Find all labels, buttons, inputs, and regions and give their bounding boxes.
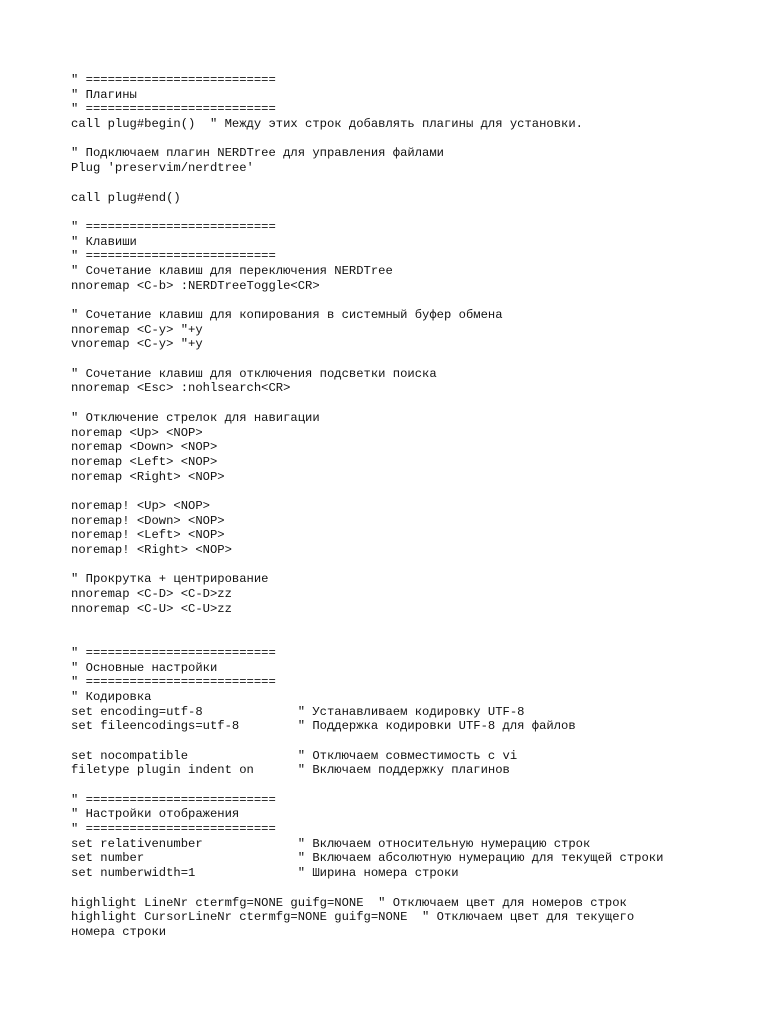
text-line: " ========================== xyxy=(71,219,276,234)
text-line: номера строки xyxy=(71,924,167,939)
text-line xyxy=(71,293,731,308)
text-line: " Сочетание клавиш для копирования в системный буфер обмена xyxy=(71,308,503,322)
text-line xyxy=(71,205,731,220)
text-line: " Плагины xyxy=(71,87,137,102)
text-line xyxy=(71,352,731,367)
text-line: set nocompatible " Отключаем совместимость с vi xyxy=(71,748,518,763)
text-line: noremap <Up> <NOP> xyxy=(71,425,203,440)
text-line: noremap <Left> <NOP> xyxy=(71,454,218,469)
text-line: noremap! <Down> <NOP> xyxy=(71,513,225,528)
text-line: set relativenumber " Включаем относительную нумерацию строк xyxy=(71,836,591,851)
text-line xyxy=(71,616,731,631)
text-line: set fileencodings=utf-8 " Поддержка кодировки UTF-8 для файлов xyxy=(71,719,576,734)
text-line xyxy=(71,778,731,793)
text-line: " ========================== xyxy=(71,822,276,837)
text-line: " Сочетание клавиш для переключения NERDTree xyxy=(71,263,393,278)
text-line: nnoremap <C-y> "+y xyxy=(71,322,203,337)
text-line: " Отключение стрелок для навигации xyxy=(71,410,320,425)
text-line xyxy=(71,396,731,411)
text-line: noremap <Right> <NOP> xyxy=(71,469,225,484)
text-line: " Сочетание клавиш для отключения подсветки поиска xyxy=(71,366,437,381)
text-line: " ========================== xyxy=(71,645,276,660)
text-line: highlight LineNr ctermfg=NONE guifg=NONE " Отключаем цвет для номеров строк xyxy=(71,895,627,910)
text-line: " ========================== xyxy=(71,102,276,117)
text-line: Plug 'preservim/nerdtree' xyxy=(71,161,254,176)
text-line: " ========================== xyxy=(71,675,276,690)
text-line: call plug#end() xyxy=(71,190,181,205)
text-line: call plug#begin() " Между этих строк добавлять плагины для установки. xyxy=(71,117,583,132)
text-line: highlight CursorLineNr ctermfg=NONE guifg=NONE " Отключаем цвет для текущего xyxy=(71,910,635,925)
text-line: set numberwidth=1 " Ширина номера строки xyxy=(71,866,459,881)
text-line: " ========================== xyxy=(71,249,276,264)
text-line: " Кодировка xyxy=(71,689,152,704)
text-line: noremap! <Left> <NOP> xyxy=(71,528,225,543)
text-line xyxy=(71,881,731,896)
text-line: " Подключаем плагин NERDTree для управления файлами xyxy=(71,146,444,161)
text-line: " ========================== xyxy=(71,792,276,807)
text-line: noremap <Down> <NOP> xyxy=(71,440,218,455)
vimrc-text xyxy=(71,73,731,940)
text-line xyxy=(71,176,731,191)
text-line: noremap! <Up> <NOP> xyxy=(71,498,210,513)
text-line: " Прокрутка + центрирование xyxy=(71,572,269,587)
text-line: set encoding=utf-8 " Устанавливаем кодировку UTF-8 xyxy=(71,704,525,719)
text-line: nnoremap <C-U> <C-U>zz xyxy=(71,601,232,616)
text-line: " Клавиши xyxy=(71,234,137,249)
text-line xyxy=(71,631,731,646)
text-line: " Настройки отображения xyxy=(71,807,240,822)
text-line: " Основные настройки xyxy=(71,660,218,675)
text-line: set number " Включаем абсолютную нумерацию для текущей строки xyxy=(71,851,664,866)
text-line xyxy=(71,558,731,573)
text-line: nnoremap <C-D> <C-D>zz xyxy=(71,587,232,602)
text-line xyxy=(71,734,731,749)
text-line: nnoremap <C-b> :NERDTreeToggle<CR> xyxy=(71,278,320,293)
text-line: " ========================== xyxy=(71,73,276,87)
text-line: vnoremap <C-y> "+y xyxy=(71,337,203,352)
text-line xyxy=(71,132,731,147)
text-line: filetype plugin indent on " Включаем поддержку плагинов xyxy=(71,763,510,778)
text-line: nnoremap <Esc> :nohlsearch<CR> xyxy=(71,381,291,396)
text-line: noremap! <Right> <NOP> xyxy=(71,543,232,557)
text-line xyxy=(71,484,731,499)
